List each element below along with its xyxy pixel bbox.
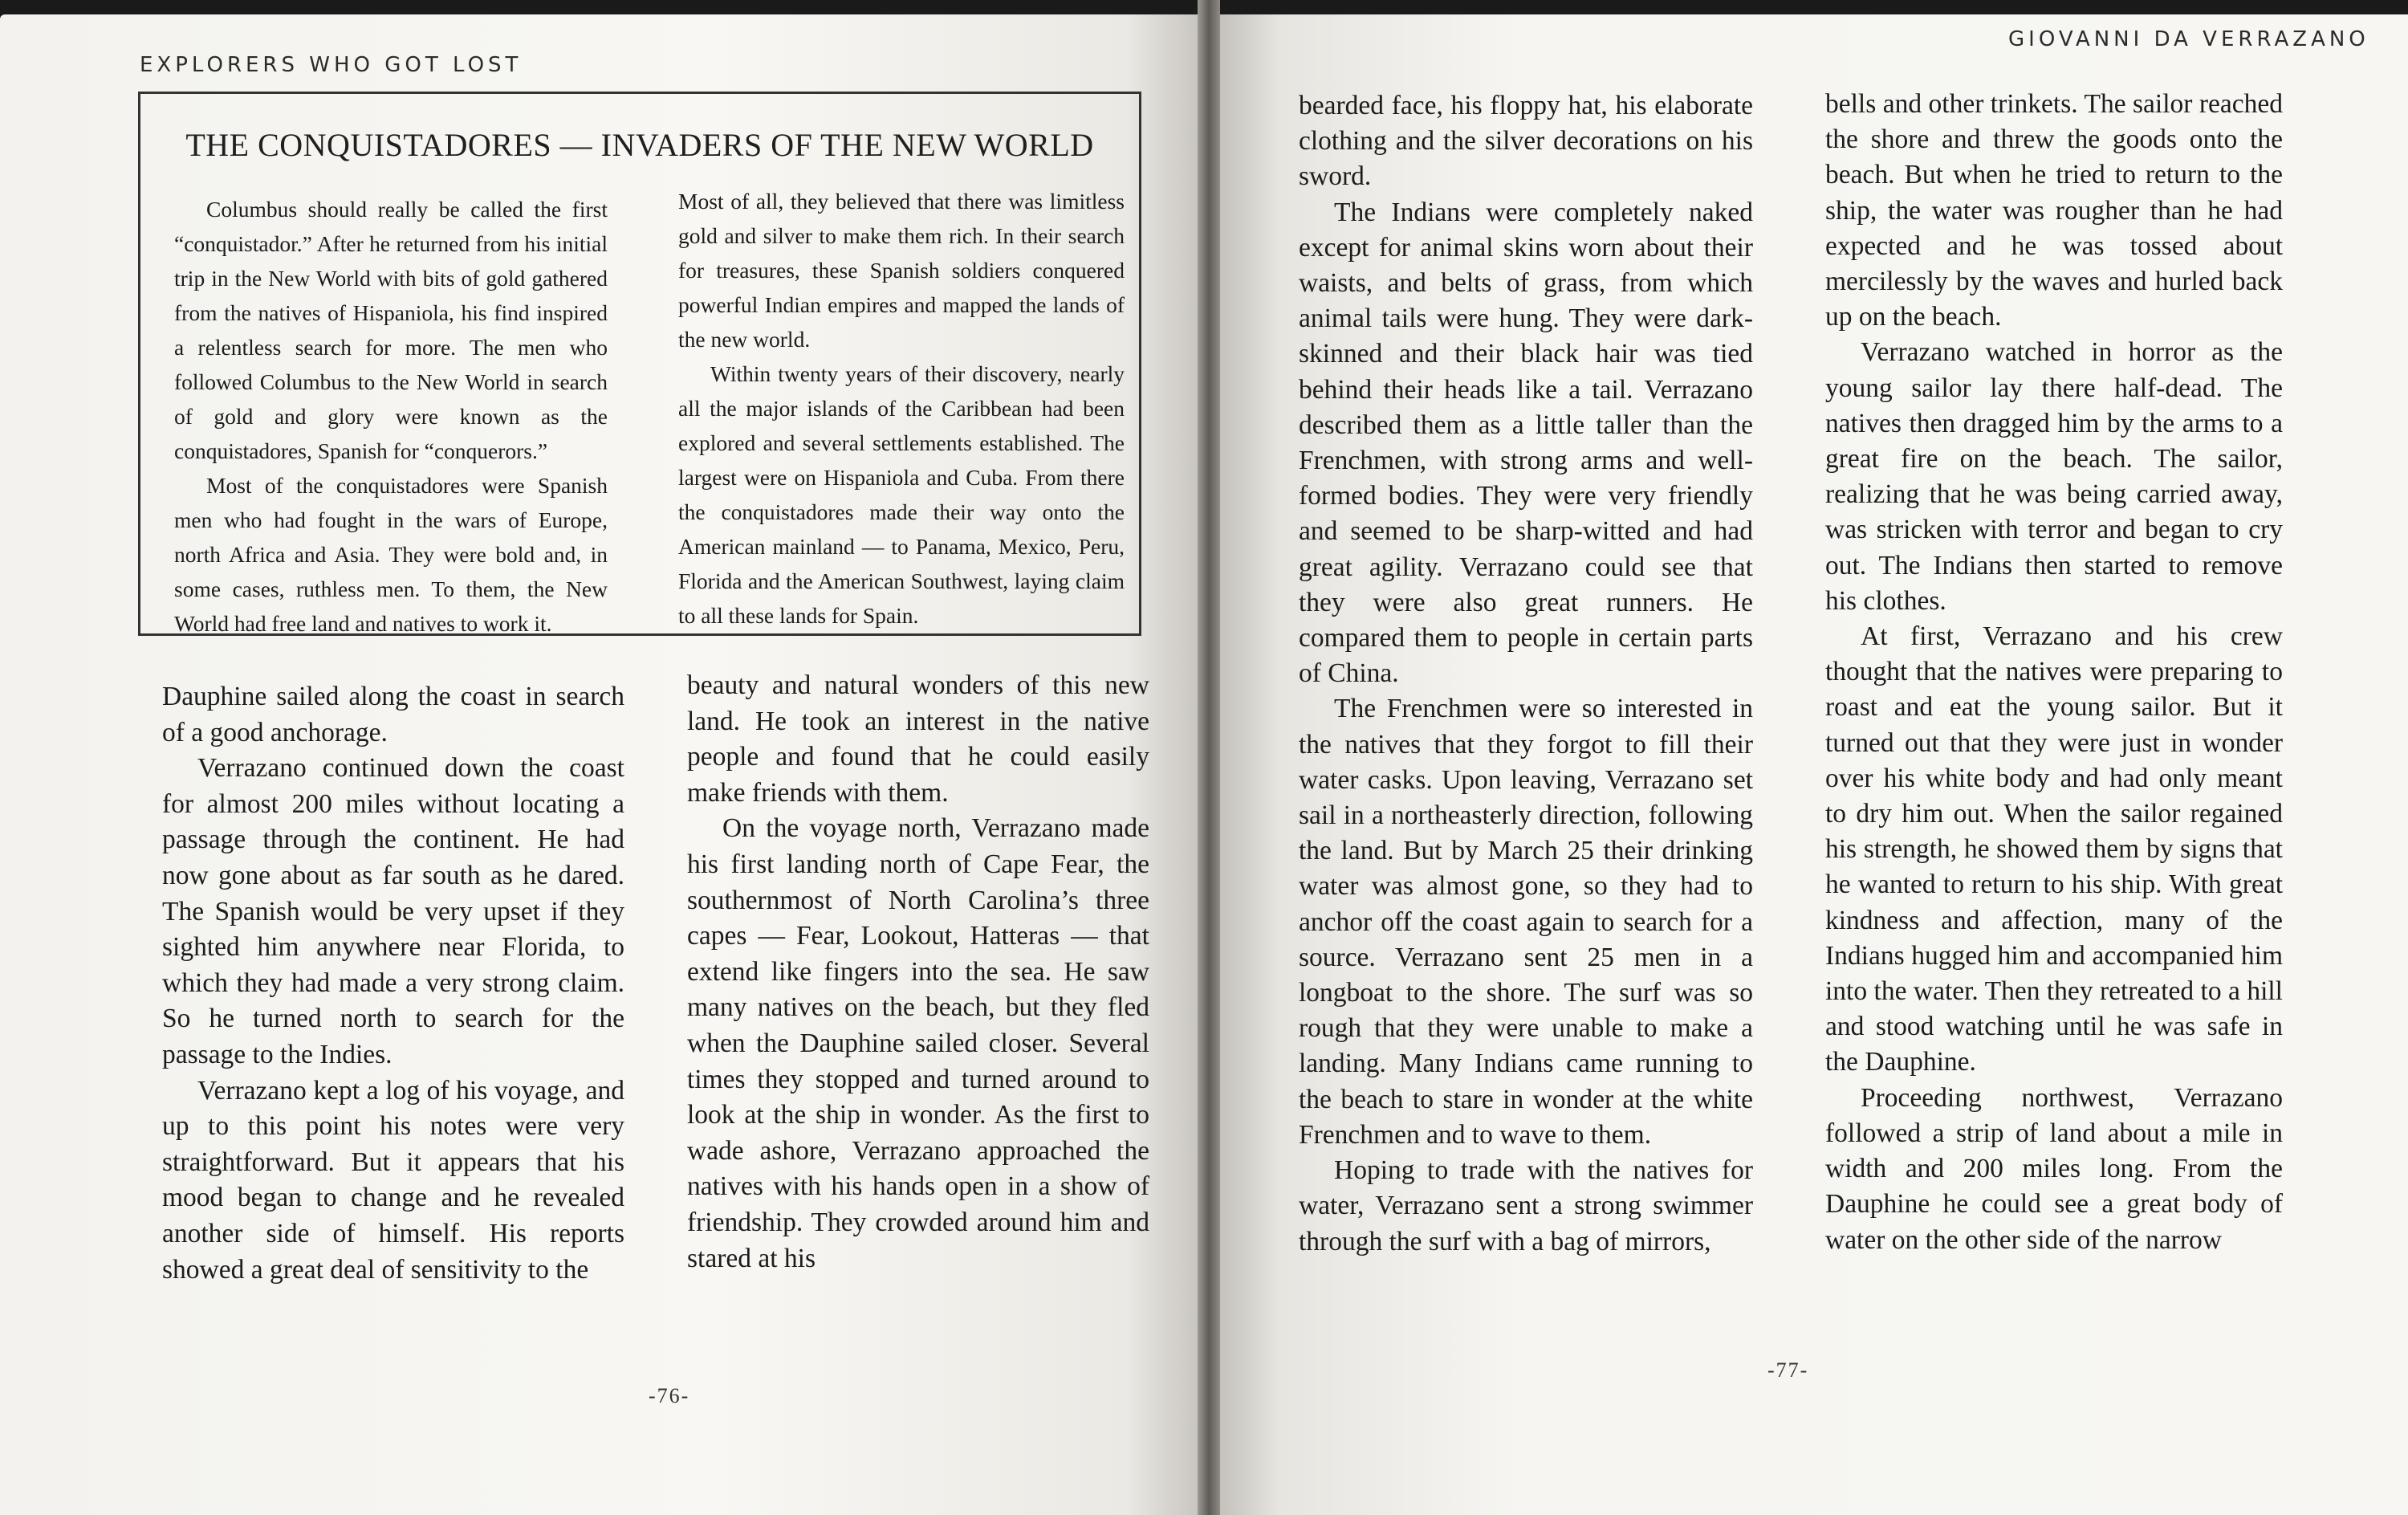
sidebar-paragraph: Columbus should really be called the first “conquistador.” After he returned from his initial trip in the New World with bits of gold gathered from the natives of Hispaniola, his find inspired a relentless search for more. The men who followed Columbus to the New World in search of gold and glory were known as the conquistadores, Spanish for “conquerors.” (174, 197, 608, 463)
page-number-left: -76- (649, 1384, 690, 1407)
left-page (0, 14, 1198, 1515)
sidebar-column-2 (678, 184, 1125, 633)
body-paragraph: Hoping to trade with the natives for water, Verrazano sent a strong swimmer through the surf with a bag of mirrors, (1299, 1155, 1753, 1256)
left-page-column-2 (687, 668, 1149, 1277)
body-paragraph: The Indians were completely naked except for animal skins worn about their waists, and belts of grass, from which animal tails were hung. They were dark-skinned and their black hair was tied behind their heads like a tail. Verrazano described them as a little taller than the Frenchmen, with strong arms and well-formed bodies. They were very friendly and seemed to be sharp-witted and had great agility. Verrazano could see that they were also great runners. He compared them to people in certain parts of China. (1299, 197, 1753, 689)
right-page-column-1 (1299, 88, 1753, 1260)
right-page (1220, 14, 2408, 1515)
sidebar-paragraph: Most of all, they believed that there was limitless gold and silver to make them rich. In their search for treasures, these Spanish soldiers conquered powerful Indian empires and mapped the lands of the new world. (678, 189, 1125, 352)
body-paragraph: beauty and natural wonders of this new land. He took an interest in the native people and found that he could easily make friends with them. (687, 670, 1149, 808)
sidebar-column-1 (174, 192, 608, 641)
sidebar-paragraph: Most of the conquistadores were Spanish men who had fought in the wars of Europe, north Africa and Asia. They were bold and, in some cases, ruthless men. To them, the New World had free land and natives to work it. (174, 473, 608, 636)
book-gutter (1198, 0, 1220, 1515)
body-paragraph: Dauphine sailed along the coast in search of a good anchorage. (162, 682, 624, 747)
body-paragraph: At first, Verrazano and his crew thought that the natives were preparing to roast and eat the young sailor. But it turned out that they were just in wonder over his white body and had only meant to dry him out. When the sailor regained his strength, he showed them by signs that he wanted to return to his ship. With great kindness and affection, many of the Indians hugged him and accompanied him into the water. Then they retreated to a hill and stood watching until he was safe in the Dauphine. (1825, 621, 2283, 1077)
left-page-column-1 (162, 679, 624, 1288)
sidebar-title: THE CONQUISTADORES — INVADERS OF THE NEW WORLD (185, 127, 1094, 163)
body-paragraph: Verrazano watched in horror as the young sailor lay there half-dead. The natives then dragged him by the arms to a great fire on the beach. The sailor, realizing that he was being carried away, was stricken with terror and began to cry out. The Indians then started to remove his clothes. (1825, 337, 2283, 616)
body-paragraph: bells and other trinkets. The sailor reached the shore and threw the goods onto the beach. But when he tried to return to the ship, the water was rougher than he had expected and he was tossed about mercilessly by the waves and hurled back up on the beach. (1825, 89, 2283, 332)
body-paragraph: On the voyage north, Verrazano made his first landing north of Cape Fear, the southernmost of North Carolina’s three capes — Fear, Lookout, Hatteras — that extend like fingers into the sea. He saw many natives on the beach, but they fled when the Dauphine sailed closer. Several times they stopped and turned around to look at the ship in wonder. As the first to wade ashore, Verrazano approached the natives with his hands open in a show of friendship. They crowded around him and stared at his (687, 813, 1149, 1273)
running-head-left: EXPLORERS WHO GOT LOST (140, 53, 523, 77)
page-number-right: -77- (1767, 1358, 1809, 1382)
body-paragraph: Verrazano continued down the coast for almost 200 miles without locating a passage through the continent. He had now gone about as far south as he dared. The Spanish would be very upset if they sighted him anywhere near Florida, to which they had made a very strong claim. So he turned north to search for the passage to the Indies. (162, 753, 624, 1069)
right-page-column-2 (1825, 87, 2283, 1258)
running-head-right: GIOVANNI DA VERRAZANO (2008, 27, 2369, 51)
body-paragraph: The Frenchmen were so interested in the natives that they forgot to fill their water casks. Upon leaving, Verrazano set sail in a northeasterly direction, following the land. But by March 25 their drinking water was almost gone, so they had to anchor off the coast again to search for a source. Verrazano sent 25 men in a longboat to the shore. The surf was so rough that they were unable to make a landing. Many Indians came running to the beach to stare in wonder at the white Frenchmen and to wave to them. (1299, 694, 1753, 1150)
conquistadores-sidebar (138, 92, 1141, 636)
body-paragraph: Proceeding northwest, Verrazano followed a strip of land about a mile in width and 200 miles long. From the Dauphine he could see a great body of water on the other side of the narrow (1825, 1082, 2283, 1255)
body-paragraph: Verrazano kept a log of his voyage, and up to this point his notes were very straightforward. But it appears that his mood began to change and he revealed another side of himself. His reports showed a great deal of sensitivity to the (162, 1075, 624, 1285)
body-paragraph: bearded face, his floppy hat, his elaborate clothing and the silver decorations on his sword. (1299, 91, 1753, 192)
sidebar-paragraph: Within twenty years of their discovery, nearly all the major islands of the Caribbean had been explored and several settlements established. The largest were on Hispaniola and Cuba. From there the conquistadores made their way onto the American mainland — to Panama, Mexico, Peru, Florida and the American Southwest, laying claim to all these lands for Spain. (678, 361, 1125, 628)
